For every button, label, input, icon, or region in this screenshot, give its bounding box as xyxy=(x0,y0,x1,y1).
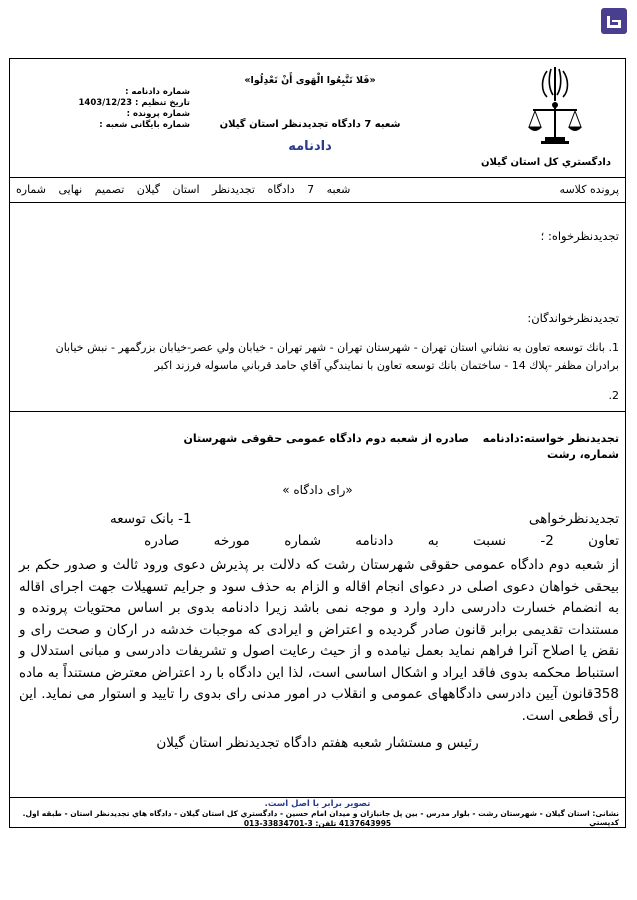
court-name: دادگستري كل استان گيلان xyxy=(481,157,611,168)
case-number: شماره پرونده : xyxy=(126,109,190,119)
appeal-subject-label: تجدیدنظر خواسته:دادنامه شماره، رشت xyxy=(482,432,619,461)
appeal-intro: تجدیدنظرخواهی xyxy=(528,511,619,527)
appeal-subject xyxy=(19,431,619,463)
verdict-title: «رای دادگاه » xyxy=(282,483,353,497)
appellant-bank: 1- بانک توسعه xyxy=(110,511,192,527)
court-contact: 4137643995 تلفن: 3-33834701-013 xyxy=(243,819,392,828)
brand-logo-icon xyxy=(601,8,627,34)
verdict-body: از شعبه دوم دادگاه عمومی حقوقی شهرستان رشت که دلالت بر پذیرش دعوی ورود ثالث و صدور حکم بر بیحقی خواهان دعوی اصلی در دعوای انجام اقاله و الزام به حذف سود و جرایم تسهیلات جهت اجرای اقاله به انضمام خسارت دادرسی دارد وارد و موجه نمی باشد زیرا دادنامه بدوی بر اساس محتویات پرونده و مستندات تقدیمی برابر قانون صادر گردیده و اعتراض و ایرادی که موجبات خدشه در ارکان و صحت رای و نقض یا اصلاح آنرا فراهم نماید بعمل نیامده و از حیث رعایت اصول و تشریفات دادرسی و مبانی استدلال و استنباط محکمه بدوی فاقد ایراد و اشکال اساسی است، لذا این دادگاه با رد اعتراض معترض مستنداً به ماده 358قانون آیین دادرسی دادگاههای عمومی و انقلاب در امور مدنی رای بدوی را تایید و استوار می نماید. این رأی قطعی است. xyxy=(19,557,619,724)
appeal-reference: تعاون 2- نسبت به دادنامه شماره مورخه صادره xyxy=(144,533,619,549)
verdict-document xyxy=(9,58,626,828)
document-meta xyxy=(30,87,190,131)
divider xyxy=(10,177,625,178)
document-title: دادنامه xyxy=(288,139,332,154)
divider xyxy=(10,411,625,412)
divider xyxy=(10,202,625,203)
archive-number: شماره بایگانی شعبه : xyxy=(99,120,190,130)
respondent-2: 2. xyxy=(608,389,619,402)
branch-name: شعبه 7 دادگاه تجدیدنظر استان گیلان xyxy=(219,119,401,130)
divider xyxy=(10,797,625,798)
signature-line: رئیس و مستشار شعبه هفتم دادگاه تجدیدنظر استان گیلان xyxy=(156,735,479,751)
certified-copy-note: تصویر برابر با اصل است. xyxy=(264,799,371,809)
respondent-1: 1. بانك توسعه تعاون به نشاني استان تهران - شهرستان تهران - شهر تهران - خيابان ولي عصر-خيابان بزرگمهر - نبش خيابان برادران مظفر -پلاك 14 - ساختمان بانك توسعه تعاون با نمايندگي آقاي حامد قرباني ماسوله فرزند اكبر xyxy=(55,341,619,372)
case-info-text: شعبه 7 دادگاه تجدیدنظر استان گیلان تصمیم نهایی شماره xyxy=(16,183,351,196)
quran-motto: «فَلا تَتَّبِعُوا الْهَوى أَنْ تَعْدِلُوا» xyxy=(244,75,376,86)
ruling-issuer: صادره از شعبه دوم دادگاه عمومی حقوقی شهرستان xyxy=(183,432,469,445)
court-address: نشانی: استان گيلان - شهرستان رشت - بلوار مدرس - بين پل جانبازان و ميدان امام حسين - دادگستري كل استان گيلان - دادگاه هاي تجديدنظر استان - طبقه اول. كدپستي xyxy=(22,809,619,827)
appellant-label: تجدیدنظرخواه: ؛ xyxy=(540,229,619,243)
document-header xyxy=(10,59,625,177)
respondents-label: تجدیدنظرخواندگان: xyxy=(527,311,619,325)
verdict-number: شماره دادنامه : xyxy=(125,87,190,97)
issue-date: تاریخ تنظیم : 1403/12/23 xyxy=(78,98,190,108)
case-class-label: پرونده کلاسه xyxy=(559,183,619,196)
document-footer xyxy=(10,799,625,827)
case-info-row xyxy=(10,180,625,200)
judiciary-emblem-icon xyxy=(525,65,585,151)
